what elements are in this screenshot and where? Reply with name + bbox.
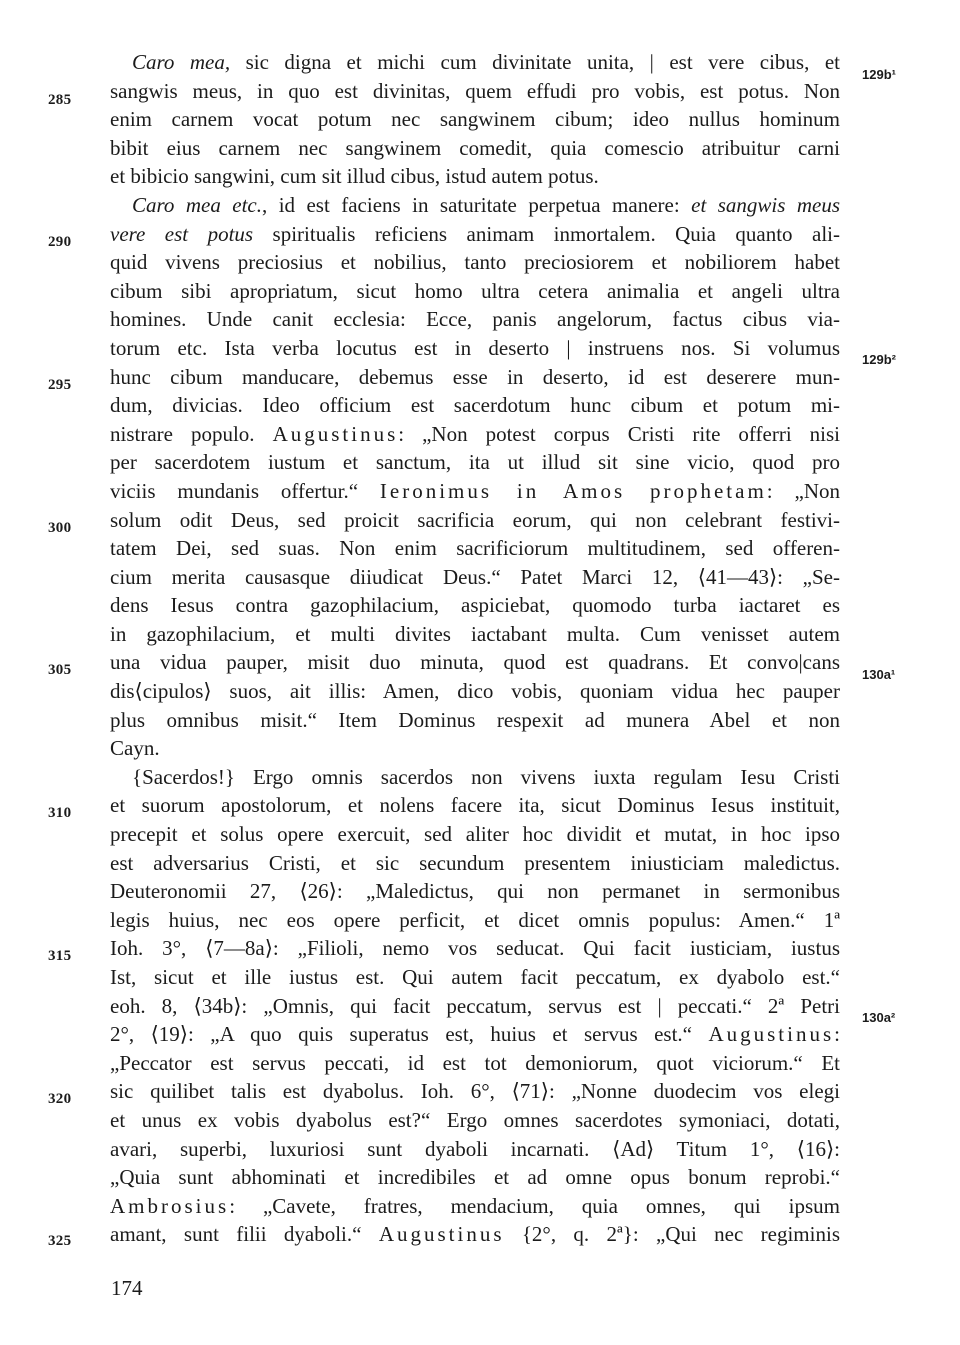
line-number: 315 [48, 948, 72, 964]
text-line: legis huius, nec eos opere perficit, et dicet omnis populus: Amen.“ 1ª [110, 907, 840, 932]
text-line: avari, superbi, luxuriosi sunt dyaboli incarnati. ⟨Ad⟩ Titum 1°, ⟨16⟩: [110, 1136, 840, 1161]
text-line: tatem Dei, sed suas. Non enim sacrificiorum multitudinem, sed offeren- [110, 536, 840, 561]
folio-mark: 129b² [862, 352, 896, 367]
text-line: torum etc. Ista verba locutus est in deserto | instruens nos. Si volumus [110, 335, 840, 360]
author-name: Ieronimus in Amos prophetam [379, 478, 767, 503]
text-line: eoh. 8, ⟨34b⟩: „Omnis, qui facit peccatum, servus est | peccati.“ 2ª Petri [110, 993, 840, 1018]
line-number: 295 [48, 377, 72, 393]
text-line: cibum sibi apropriatum, sicut homo ultra cetera animalia et angeli ultra [110, 278, 840, 303]
text-line: dum, divicias. Ideo officium est sacerdotum hunc cibum et potum mi- [110, 393, 840, 418]
text-line: Cayn. [110, 736, 160, 761]
text-line: nistrare populo. Augustinus: „Non potest corpus Cristi rite offerri nisi [110, 421, 840, 446]
text-line: homines. Unde canit ecclesia: Ecce, panis angelorum, factus cibus via- [110, 307, 840, 332]
author-name: Augustinus [708, 1022, 835, 1047]
line-number: 310 [48, 805, 72, 821]
text-line: et suorum apostolorum, et nolens facere ita, sicut Dominus Iesus instituit, [110, 793, 840, 818]
line-number: 325 [48, 1233, 72, 1249]
text-line: dens Iesus contra gazophilacium, aspiciebat, quomodo turba iactaret es [110, 593, 840, 618]
text-line: et bibicio sangwini, cum sit illud cibus, istud autem potus. [110, 164, 599, 189]
text-line: sic quilibet talis est dyabolus. Ioh. 6°, ⟨71⟩: „Nonne duodecim vos elegi [110, 1079, 840, 1104]
text-line: hunc cibum manducare, debemus esse in deserto, id est deserere mun- [110, 364, 840, 389]
text-line: solum odit Deus, sed proicit sacrificia eorum, qui non celebrant festivi- [110, 507, 840, 532]
author-name: Ambrosius [110, 1193, 230, 1218]
text-line: viciis mundanis offertur.“ Ieronimus in Amos prophetam: „Non [110, 478, 840, 503]
line-number: 300 [48, 520, 72, 536]
text-line: Ist, sicut et ille iustus est. Qui autem facit peccatum, ex dyabolo est.“ [110, 965, 840, 989]
text-line: in gazophilacium, et multi divites iactabant multa. Cum venisset autem [110, 621, 840, 646]
text-line: cium merita causasque diiudicat Deus.“ Patet Marci 12, ⟨41—43⟩: „Se- [110, 564, 840, 589]
text-line: 2°, ⟨19⟩: „A quo quis superatus est, huius et servus est.“ Augustinus: [110, 1022, 840, 1047]
folio-mark: 130a¹ [862, 667, 896, 682]
text-line: vere est potus spiritualis reficiens animam inmortalem. Quia quanto ali- [110, 221, 840, 246]
text-line: amant, sunt filii dyaboli.“ Augustinus {2°, q. 2ª}: „Qui nec regiminis [110, 1222, 840, 1247]
text-line: {Sacerdos!} Ergo omnis sacerdos non vivens iuxta regulam Iesu Cristi [132, 764, 840, 789]
text-line: per sacerdotem iustum et sanctum, ita ut illud sit sine vicio, quod pro [110, 450, 840, 475]
text-line: et unus ex vobis dyabolus est?“ Ergo omnes sacerdotes symoniaci, dotati, [110, 1107, 840, 1132]
text-line: precepit et solus opere exercuit, sed aliter hoc dividit et mutat, in hoc ipso [110, 822, 840, 847]
main-text [110, 48, 840, 1249]
text-line: Caro mea, sic digna et michi cum divinitate unita, | est vere cibus, et [132, 50, 840, 74]
line-number: 285 [48, 92, 72, 108]
text-line: Ambrosius: „Cavete, fratres, mendacium, quia omnes, qui ipsum [110, 1193, 840, 1218]
author-name: Augustinus [272, 421, 399, 446]
folio-mark: 129b¹ [862, 67, 896, 82]
text-line: est adversarius Cristi, et sic secundum presentem iniusticiam maledictus. [110, 850, 840, 875]
line-number: 305 [48, 662, 72, 678]
text-line: dis⟨cipulos⟩ suos, ait illis: Amen, dico vobis, quoniam vidua hec pauper [110, 679, 840, 704]
text-line: sangwis meus, in quo est divinitas, quem effudi pro vobis, est potus. Non [110, 78, 840, 103]
page-number: 174 [111, 1276, 143, 1300]
folio-mark: 130a² [862, 1010, 896, 1025]
text-line: Caro mea etc., id est faciens in saturitate perpetua manere: et sangwis meus [132, 192, 841, 217]
text-line: bibit eius carnem nec sangwinem comedit, quia comescio atribuitur carni [110, 135, 840, 160]
text-line: „Quia sunt abhominati et incredibiles et ad omne opus bonum reprobi.“ [110, 1165, 840, 1190]
line-number: 290 [48, 234, 72, 250]
author-name: Augustinus [378, 1222, 505, 1247]
text-line: enim carnem vocat potum nec sangwinem cibum; ideo nullus hominum [110, 107, 840, 132]
text-line: plus omnibus misit.“ Item Dominus respexit ad munera Abel et non [110, 707, 840, 732]
line-number: 320 [48, 1091, 72, 1107]
text-line: Deuteronomii 27, ⟨26⟩: „Maledictus, qui non permanet in sermonibus [110, 879, 840, 904]
text-line: Ioh. 3°, ⟨7—8a⟩: „Filioli, nemo vos seducat. Qui facit iusticiam, iustus [110, 936, 840, 961]
text-line: una vidua pauper, misit duo minuta, quod est quadrans. Et convo|cans [110, 650, 840, 675]
text-line: „Peccator est servus peccati, id est tot demoniorum, quot viciorum.“ Et [110, 1050, 840, 1075]
text-line: quid vivens preciosius et nobilius, tanto preciosiorem et nobiliorem habet [110, 250, 840, 275]
